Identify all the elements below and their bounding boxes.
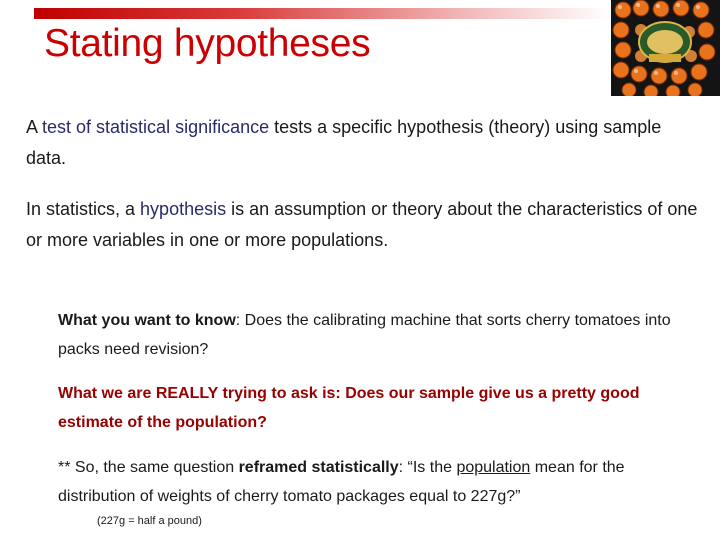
footnote: (227g = half a pound) xyxy=(97,515,202,527)
question3-mid: : “Is the xyxy=(398,459,457,476)
significance-test-term: test of statistical significance xyxy=(42,117,270,137)
significance-test-paragraph xyxy=(26,112,706,174)
what-we-really-ask xyxy=(58,379,698,437)
question3-post: mean for the distribution of weights of cherry tomato packages equal to 227g?” xyxy=(58,459,625,505)
paragraph2-pre: In statistics, a xyxy=(26,199,141,219)
paragraph1-pre: A xyxy=(26,117,43,137)
hypothesis-term: hypothesis xyxy=(140,199,227,219)
question2-post: trying to ask is: Does our sample give us a pretty good estimate of the population? xyxy=(58,385,640,431)
question1-text: : Does the calibrating machine that sorts cherry tomatoes into packs need revision? xyxy=(58,312,671,358)
title-accent-bar xyxy=(34,8,610,19)
paragraph1-post: tests a specific hypothesis (theory) using sample data. xyxy=(26,117,662,168)
question3-emph: reframed statistically xyxy=(238,459,399,476)
population-underlined: population xyxy=(456,459,531,476)
what-you-want-to-know xyxy=(58,306,698,364)
hypothesis-definition-paragraph xyxy=(26,194,706,256)
reframed-question xyxy=(58,453,698,511)
question3-pre: ** So, the same question xyxy=(58,459,239,476)
question1-label: What you want to know xyxy=(58,312,236,329)
question2-emph: REALLY xyxy=(155,385,219,402)
question2-pre: What we are xyxy=(58,385,156,402)
paragraph2-post: is an assumption or theory about the characteristics of one or more variables in one or more populations. xyxy=(26,199,698,250)
cherry-tomato-package-photo xyxy=(611,0,720,96)
slide-title: Stating hypotheses xyxy=(44,22,371,65)
